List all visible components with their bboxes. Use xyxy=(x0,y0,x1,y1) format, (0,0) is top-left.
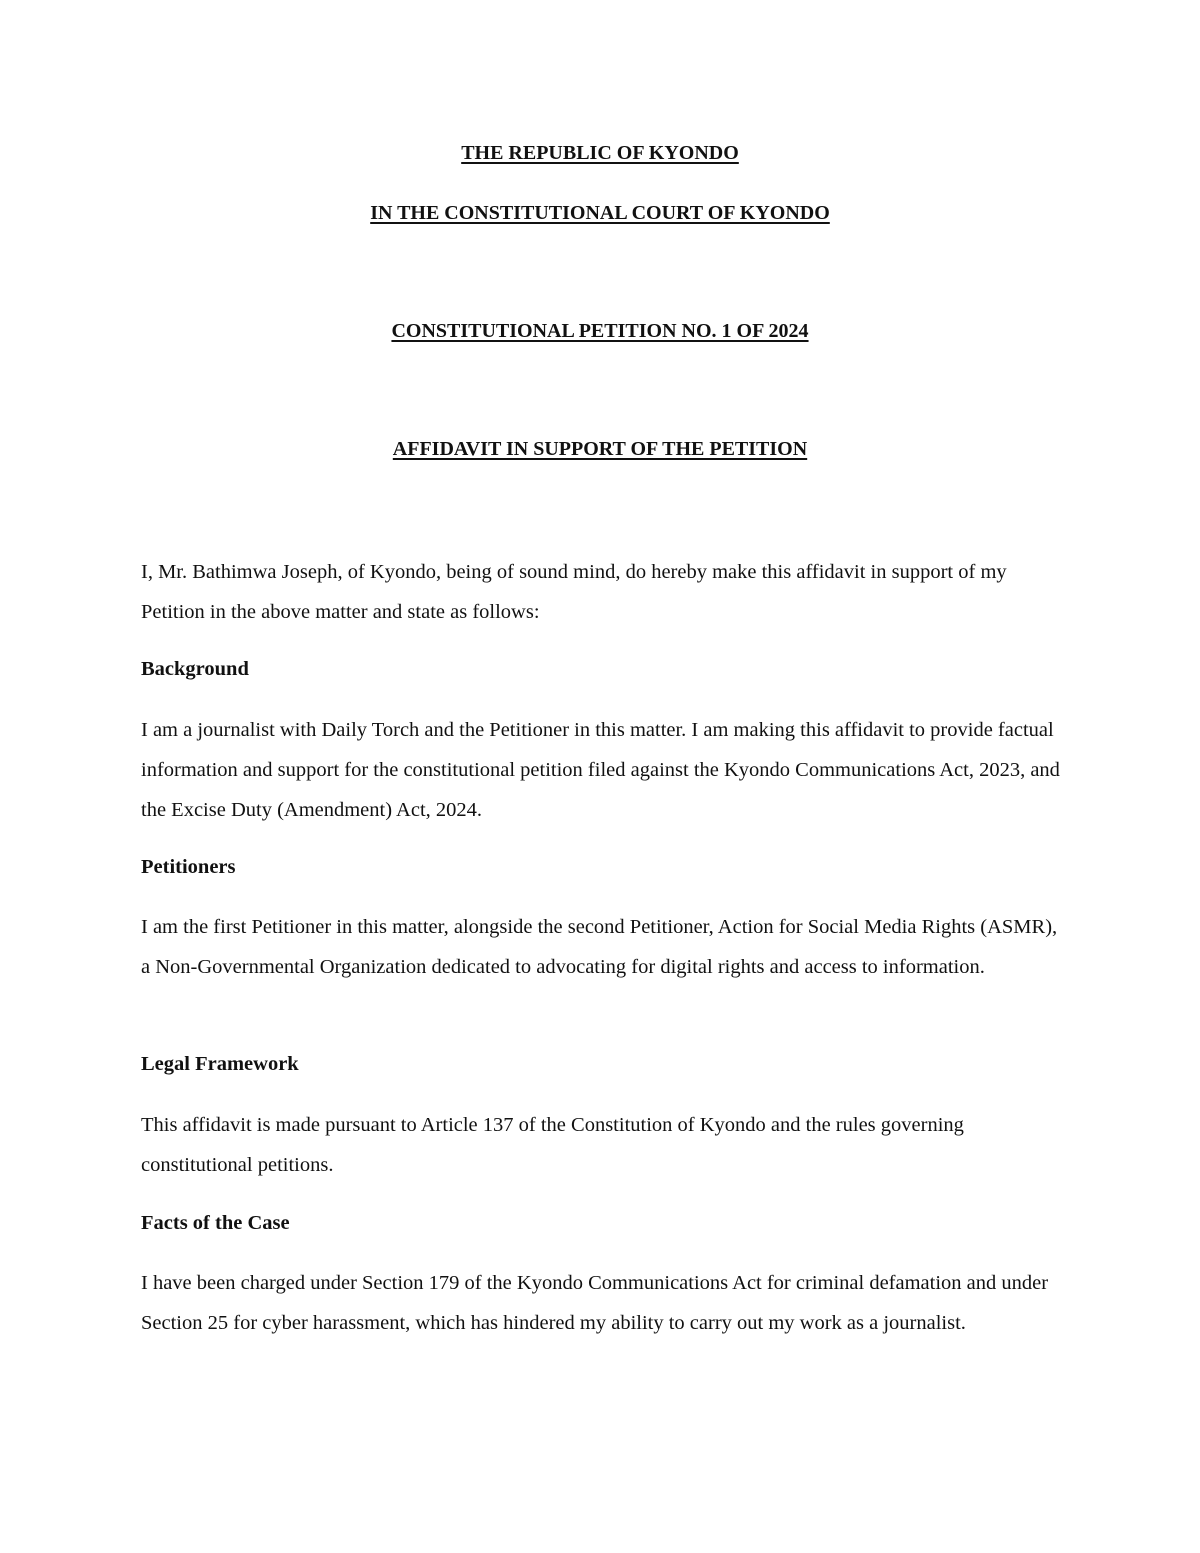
section-title-facts: Facts of the Case xyxy=(141,1212,290,1234)
section-title-legal-framework: Legal Framework xyxy=(141,1053,299,1075)
court-heading: IN THE CONSTITUTIONAL COURT OF KYONDO xyxy=(370,202,830,224)
intro-paragraph: I, Mr. Bathimwa Joseph, of Kyondo, being of sound mind, do hereby make this affidavit in support of my Petition in the above matter and state as follows: xyxy=(141,561,1007,623)
section-body-legal-framework: This affidavit is made pursuant to Article 137 of the Constitution of Kyondo and the rules governing constitutional petitions. xyxy=(141,1114,964,1176)
petition-number-heading: CONSTITUTIONAL PETITION NO. 1 OF 2024 xyxy=(391,320,809,342)
affidavit-title-heading: AFFIDAVIT IN SUPPORT OF THE PETITION xyxy=(392,438,808,460)
section-body-facts: I have been charged under Section 179 of the Kyondo Communications Act for criminal defamation and under Section 25 for cyber harassment, which has hindered my ability to carry out my work as a journalist. xyxy=(141,1272,1049,1334)
section-body-petitioners: I am the first Petitioner in this matter, alongside the second Petitioner, Action for Social Media Rights (ASMR), a Non-Governmental Organization dedicated to advocating for digital rights and access to information. xyxy=(141,916,1058,978)
republic-heading: THE REPUBLIC OF KYONDO xyxy=(461,142,739,164)
section-title-background: Background xyxy=(141,658,249,680)
section-title-petitioners: Petitioners xyxy=(141,856,236,878)
section-body-background: I am a journalist with Daily Torch and the Petitioner in this matter. I am making this affidavit to provide factual information and support for the constitutional petition filed against the Kyondo Communications Act, 2023, and the Excise Duty (Amendment) Act, 2024. xyxy=(141,719,1060,821)
